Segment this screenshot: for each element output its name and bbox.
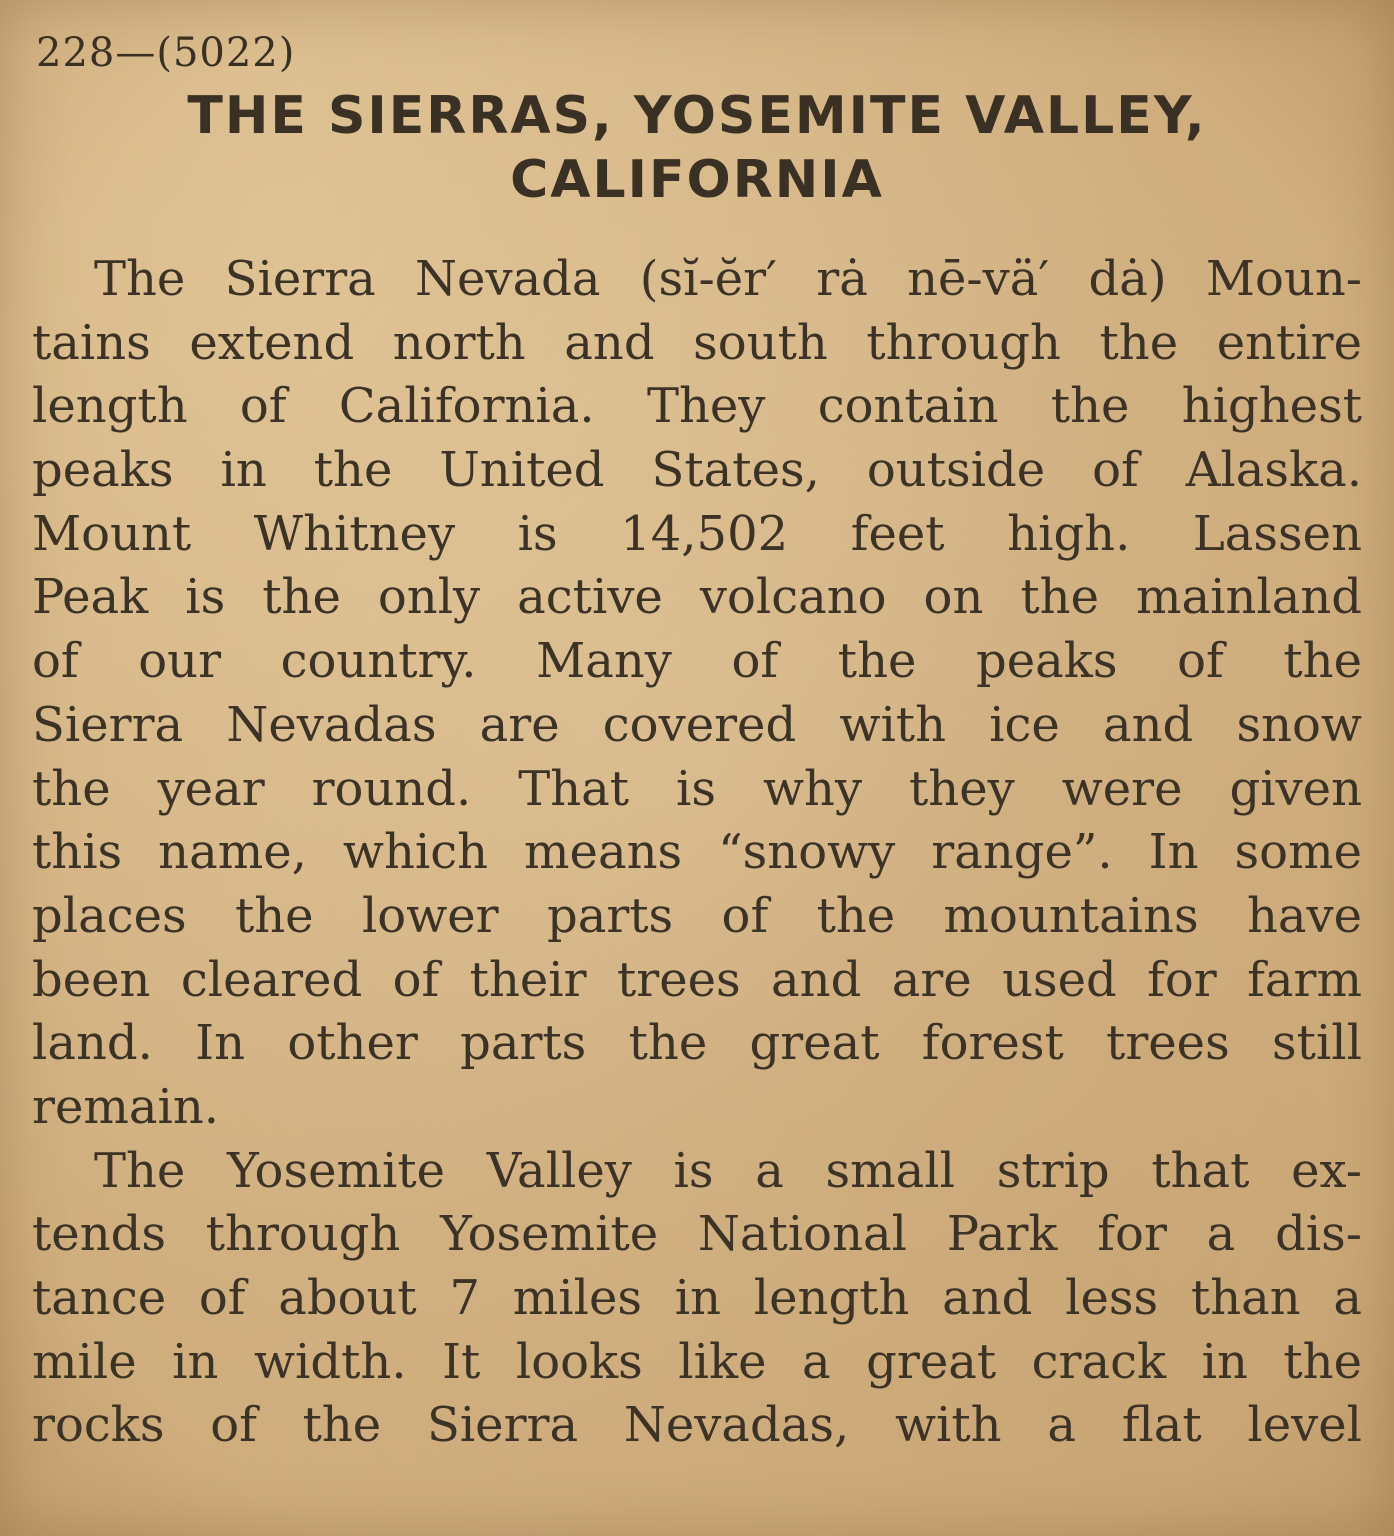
card-title xyxy=(40,84,1354,212)
text-line: rocks of the Sierra Nevadas, with a flat level xyxy=(32,1397,1362,1454)
text-line: been cleared of their trees and are used for farm xyxy=(32,951,1362,1008)
card-number: 228—(5022) xyxy=(36,30,296,76)
text-line: of our country. Many of the peaks of the xyxy=(32,633,1362,690)
text-line: places the lower parts of the mountains have xyxy=(32,887,1362,944)
text-line: mile in width. It looks like a great crack in the xyxy=(32,1333,1362,1390)
text-line: The Yosemite Valley is a small strip that ex- xyxy=(94,1142,1362,1199)
text-line: peaks in the United States, outside of Alaska. xyxy=(32,442,1362,499)
text-line: tance of about 7 miles in length and less than a xyxy=(32,1270,1362,1326)
text-line: the year round. That is why they were given xyxy=(32,760,1362,817)
text-line: tends through Yosemite National Park for a dis- xyxy=(32,1206,1362,1263)
text-line: tains extend north and south through the entire xyxy=(32,314,1362,371)
text-line: The Sierra Nevada (sĭ-ĕr′ rȧ nē-vä′ dȧ) Moun- xyxy=(94,251,1362,307)
text-line: this name, which means “snowy range”. In some xyxy=(32,824,1362,881)
card-title-line: THE SIERRAS, YOSEMITE VALLEY, xyxy=(187,86,1207,146)
text-line: land. In other parts the great forest trees still xyxy=(32,1015,1362,1072)
text-line: Peak is the only active volcano on the mainland xyxy=(32,569,1362,626)
card-body xyxy=(32,248,1362,1458)
text-line: remain. xyxy=(32,1078,220,1135)
text-line: length of California. They contain the highest xyxy=(32,378,1362,435)
text-line: Sierra Nevadas are covered with ice and snow xyxy=(32,696,1362,753)
card-title-line: CALIFORNIA xyxy=(510,150,884,210)
text-line: Mount Whitney is 14,502 feet high. Lassen xyxy=(32,505,1362,562)
